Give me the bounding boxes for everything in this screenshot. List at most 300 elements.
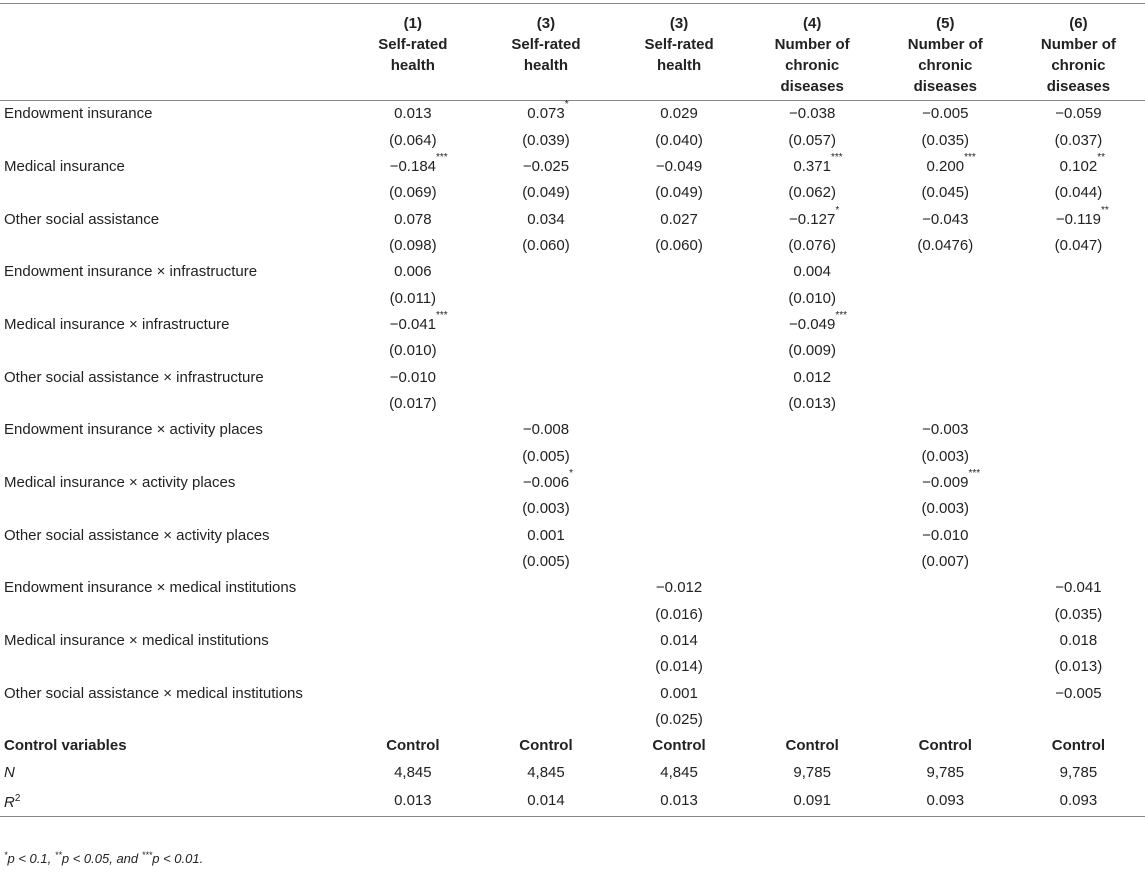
column-number: (4) <box>803 15 822 32</box>
cell-value: (0.011) <box>389 289 437 307</box>
cell-value: (0.016) <box>655 605 703 623</box>
column-title-line: health <box>523 57 569 74</box>
cell-value: (0.069) <box>389 184 437 202</box>
table-cell: 0.093 <box>1012 786 1145 817</box>
cell-value: −0.008 <box>522 421 570 439</box>
table-cell <box>346 575 479 601</box>
table-cell <box>746 233 879 259</box>
cell-value: −0.009 *** <box>922 467 981 491</box>
column-number: (1) <box>403 15 423 32</box>
cell-value: (0.003) <box>921 500 970 518</box>
table-cell <box>346 338 479 364</box>
footnote-stars: *** <box>141 850 153 860</box>
row-label: Endowment insurance <box>4 105 153 123</box>
cell-value: (0.049) <box>522 184 570 202</box>
column-number: (6) <box>1069 15 1088 32</box>
column-title-line: diseases <box>780 78 844 95</box>
table-cell <box>746 391 879 417</box>
standard-error-row <box>0 549 1145 575</box>
cell-value: −0.012 <box>655 579 703 597</box>
cell-value: (0.037) <box>1054 131 1103 149</box>
cell-value: (0.005) <box>522 553 570 571</box>
footnote-text: p < 0.05, and <box>61 851 142 866</box>
row-label <box>0 496 346 522</box>
table-cell: 0.013 <box>613 786 746 817</box>
footnote-text: p < 0.1, <box>7 851 55 866</box>
table-cell <box>879 575 1012 601</box>
cell-value: (0.045) <box>921 184 970 202</box>
table-cell <box>879 523 1012 549</box>
table-cell: 9,785 <box>793 763 831 781</box>
table-cell <box>613 575 746 601</box>
table-cell <box>879 391 1012 417</box>
table-cell <box>1012 391 1145 417</box>
cell-value: (0.098) <box>389 236 437 254</box>
row-label: N <box>4 763 15 781</box>
table-cell: Control <box>519 737 573 755</box>
significance-stars: * <box>835 204 840 216</box>
table-cell <box>346 285 479 311</box>
table-cell <box>479 391 612 417</box>
cell-value: −0.119 ** <box>1055 204 1109 228</box>
row-label: Medical insurance <box>4 157 125 175</box>
table-cell <box>1012 285 1145 311</box>
n-row <box>0 760 1145 786</box>
cell-value: 0.014 <box>660 632 698 650</box>
column-title-line: chronic <box>785 57 840 74</box>
table-cell <box>346 470 479 496</box>
cell-value: 0.371 *** <box>793 151 843 175</box>
table-cell <box>479 312 612 338</box>
column-title-line: chronic <box>918 57 973 74</box>
cell-value: (0.009) <box>788 342 836 360</box>
footnote-text: p < 0.01. <box>152 851 204 866</box>
table-cell <box>746 575 879 601</box>
column-title-line: Number of <box>774 36 850 53</box>
table-cell <box>746 681 879 707</box>
cell-value: (0.0476) <box>917 236 974 254</box>
table-cell <box>346 127 479 153</box>
table-cell <box>613 285 746 311</box>
table-cell <box>1012 602 1145 628</box>
cell-value: (0.049) <box>655 184 703 202</box>
cell-value: (0.064) <box>389 131 437 149</box>
cell-value: (0.025) <box>655 711 703 729</box>
table-cell <box>613 206 746 232</box>
significance-stars: * <box>564 99 569 111</box>
table-cell <box>1012 496 1145 522</box>
table-cell <box>1012 338 1145 364</box>
table-cell <box>746 151 879 180</box>
table-cell <box>746 285 879 311</box>
r2-label-base: R <box>4 793 15 811</box>
coefficient-row <box>0 101 1145 128</box>
table-cell: 0.014 <box>479 786 612 817</box>
table-cell <box>479 628 612 654</box>
cell-value: (0.003) <box>522 500 570 518</box>
table-cell <box>1012 443 1145 469</box>
coefficient-row <box>0 259 1145 285</box>
cell-value: (0.062) <box>788 184 836 202</box>
table-cell: 9,785 <box>1059 763 1098 781</box>
table-header <box>0 4 1145 101</box>
row-label <box>0 338 346 364</box>
column-header-5 <box>879 4 1012 101</box>
row-label <box>0 391 346 417</box>
table-cell <box>879 151 1012 180</box>
table-cell <box>479 681 612 707</box>
row-label: Endowment insurance × infrastructure <box>4 263 258 281</box>
table-cell <box>479 602 612 628</box>
column-number: (3) <box>536 15 556 32</box>
table-cell <box>879 233 1012 259</box>
table-cell <box>1012 180 1145 206</box>
table-cell: Control <box>1051 737 1106 755</box>
table-cell: Control <box>386 737 440 755</box>
cell-value: 0.004 <box>793 263 831 281</box>
table-cell <box>1012 312 1145 338</box>
table-cell <box>746 654 879 680</box>
cell-value: 0.013 <box>394 105 432 123</box>
table-cell <box>613 338 746 364</box>
table-cell <box>1012 364 1145 390</box>
table-cell: 4,845 <box>394 763 432 781</box>
table-cell <box>479 233 612 259</box>
significance-stars: ** <box>1097 151 1105 163</box>
table-cell <box>479 575 612 601</box>
column-title-line: Self-rated <box>644 36 714 53</box>
table-cell: Control <box>652 737 706 755</box>
table-cell <box>746 309 879 338</box>
table-cell <box>613 654 746 680</box>
cell-value: −0.041 *** <box>389 309 448 333</box>
table-cell: Control <box>918 737 972 755</box>
table-cell <box>746 338 879 364</box>
table-cell <box>879 681 1012 707</box>
significance-stars: * <box>569 467 574 479</box>
r2-row <box>0 786 1145 817</box>
table-cell <box>879 312 1012 338</box>
cell-value: −0.038 <box>789 105 836 123</box>
significance-stars: *** <box>436 151 448 163</box>
cell-value: 0.034 <box>527 210 565 228</box>
row-label <box>0 443 346 469</box>
cell-value: −0.006 * <box>522 467 574 491</box>
table-cell <box>1012 654 1145 680</box>
table-cell <box>746 259 879 285</box>
row-label: Medical insurance × medical institutions <box>4 632 269 650</box>
footnote-stars: * <box>4 850 8 860</box>
row-label <box>0 127 346 153</box>
header-corner <box>0 4 346 101</box>
cell-value: −0.184 *** <box>389 151 448 175</box>
cell-value: 0.029 <box>660 105 698 123</box>
table-cell <box>1012 707 1145 733</box>
table-cell <box>613 602 746 628</box>
table-cell <box>1012 523 1145 549</box>
table-cell <box>479 180 612 206</box>
significance-stars: *** <box>964 151 976 163</box>
cell-value: (0.010) <box>389 342 437 360</box>
cell-value: (0.076) <box>788 236 836 254</box>
table-cell <box>613 443 746 469</box>
cell-value: −0.003 <box>922 421 969 439</box>
cell-value: −0.010 <box>922 526 969 544</box>
cell-value: 0.006 <box>394 263 432 281</box>
table-cell: 0.013 <box>346 786 479 817</box>
r2-label-sup: 2 <box>14 792 21 804</box>
table-cell <box>479 654 612 680</box>
table-cell <box>1012 575 1145 601</box>
table-cell <box>613 707 746 733</box>
cell-value: (0.057) <box>788 131 836 149</box>
standard-error-row <box>0 443 1145 469</box>
standard-error-row <box>0 285 1145 311</box>
table-cell <box>1012 681 1145 707</box>
table-body <box>0 101 1145 817</box>
coefficient-row <box>0 206 1145 232</box>
table-cell: 9,785 <box>926 763 965 781</box>
table-cell: 0.093 <box>879 786 1012 817</box>
significance-footnote <box>4 851 203 866</box>
table-cell <box>1012 259 1145 285</box>
cell-value: −0.005 <box>922 105 969 123</box>
row-label <box>0 233 346 259</box>
table-cell <box>746 206 879 232</box>
table-cell <box>479 127 612 153</box>
table-cell <box>879 417 1012 443</box>
row-label: Other social assistance <box>4 210 160 228</box>
table-cell <box>879 443 1012 469</box>
coefficient-row <box>0 681 1145 707</box>
row-label: Medical insurance × infrastructure <box>4 315 230 333</box>
cell-value: 0.027 <box>660 210 698 228</box>
significance-stars: *** <box>830 151 843 163</box>
table-cell: 0.091 <box>746 786 879 817</box>
table-cell <box>346 417 479 443</box>
row-label <box>0 786 346 817</box>
table-cell <box>879 259 1012 285</box>
cell-value: (0.005) <box>522 447 570 465</box>
cell-value: 0.073 * <box>527 99 569 123</box>
table-cell <box>346 206 479 232</box>
table-cell <box>346 391 479 417</box>
cell-value: −0.049 *** <box>789 309 848 333</box>
standard-error-row <box>0 602 1145 628</box>
table-cell <box>746 549 879 575</box>
cell-value: (0.003) <box>921 447 970 465</box>
table-cell <box>613 681 746 707</box>
coefficient-row <box>0 523 1145 549</box>
standard-error-row <box>0 338 1145 364</box>
table-cell <box>479 707 612 733</box>
control <box>0 733 1145 759</box>
table-cell: Control <box>785 737 839 755</box>
row-label <box>0 180 346 206</box>
cell-value: (0.060) <box>522 236 570 254</box>
cell-value: (0.047) <box>1054 236 1103 254</box>
table-cell <box>879 338 1012 364</box>
table-cell <box>879 285 1012 311</box>
table-cell <box>613 154 746 180</box>
coefficient-row <box>0 470 1145 496</box>
table-cell <box>879 707 1012 733</box>
table-cell <box>746 180 879 206</box>
coefficient-row <box>0 417 1145 443</box>
cell-value: −0.025 <box>522 157 570 175</box>
table-cell <box>1012 233 1145 259</box>
cell-value: 0.200 *** <box>926 151 976 175</box>
cell-value: (0.017) <box>389 394 437 412</box>
table-cell <box>879 127 1012 153</box>
table-cell <box>746 470 879 496</box>
table-cell <box>746 602 879 628</box>
table-cell <box>613 127 746 153</box>
cell-value: (0.039) <box>522 131 570 149</box>
column-header-3 <box>613 4 746 101</box>
table-cell <box>613 101 746 128</box>
row-label: Medical insurance × activity places <box>4 473 236 491</box>
row-label <box>0 549 346 575</box>
table-cell <box>346 259 479 285</box>
cell-value: (0.014) <box>655 658 703 676</box>
table-cell <box>879 628 1012 654</box>
table-cell <box>346 654 479 680</box>
column-number: (3) <box>669 15 689 32</box>
table-cell <box>346 523 479 549</box>
table-cell <box>479 417 612 443</box>
table-cell <box>879 496 1012 522</box>
coefficient-row <box>0 575 1145 601</box>
header-row <box>0 4 1145 101</box>
column-header-6 <box>1012 4 1145 101</box>
significance-stars: *** <box>968 467 981 479</box>
row-label: Other social assistance × infrastructure <box>4 368 264 386</box>
table-cell <box>879 467 1012 496</box>
column-title-line: Self-rated <box>378 36 448 53</box>
table-cell <box>746 417 879 443</box>
table-cell <box>879 180 1012 206</box>
cell-value: (0.013) <box>1054 658 1103 676</box>
table-cell <box>746 523 879 549</box>
row-label <box>0 602 346 628</box>
standard-error-row <box>0 127 1145 153</box>
row-label: Endowment insurance × activity places <box>4 421 263 439</box>
table-cell <box>613 233 746 259</box>
table-cell <box>346 681 479 707</box>
regression-table <box>0 3 1145 817</box>
row-label <box>0 707 346 733</box>
table-cell <box>613 312 746 338</box>
table-cell <box>613 470 746 496</box>
row-label: Control variables <box>4 737 127 755</box>
footnote-stars: ** <box>54 850 62 860</box>
table-cell <box>746 101 879 128</box>
cell-value: −0.005 <box>1055 684 1102 702</box>
coefficient-row <box>0 312 1145 338</box>
table-cell <box>479 523 612 549</box>
cell-value: −0.049 <box>655 157 703 175</box>
table-cell <box>346 443 479 469</box>
table-cell <box>1012 628 1145 654</box>
significance-stars: *** <box>835 309 848 321</box>
table-cell <box>879 549 1012 575</box>
table-cell <box>613 523 746 549</box>
table-cell <box>479 154 612 180</box>
column-header-4 <box>746 4 879 101</box>
column-title-line: Number of <box>907 36 983 53</box>
table-cell <box>1012 470 1145 496</box>
significance-stars: ** <box>1101 204 1109 216</box>
table-cell <box>479 496 612 522</box>
column-title-line: diseases <box>913 78 977 95</box>
cell-value: (0.010) <box>788 289 836 307</box>
table-cell <box>613 417 746 443</box>
table-cell <box>346 364 479 390</box>
standard-error-row <box>0 654 1145 680</box>
table-cell <box>746 628 879 654</box>
standard-error-row <box>0 233 1145 259</box>
cell-value: −0.059 <box>1055 105 1102 123</box>
cell-value: −0.043 <box>922 210 969 228</box>
column-title-line: Number of <box>1040 36 1116 53</box>
table-cell <box>613 549 746 575</box>
table-cell <box>346 602 479 628</box>
column-title-line: health <box>390 57 435 74</box>
cell-value: 0.001 <box>660 684 698 702</box>
table-cell <box>479 549 612 575</box>
standard-error-row <box>0 180 1145 206</box>
table-cell <box>613 364 746 390</box>
table-cell <box>1012 127 1145 153</box>
table-cell <box>479 206 612 232</box>
coefficient-row <box>0 154 1145 180</box>
table-cell <box>346 707 479 733</box>
cell-value: (0.013) <box>788 394 836 412</box>
table-cell <box>346 549 479 575</box>
column-title-line: health <box>656 57 702 74</box>
table-cell <box>746 496 879 522</box>
table-cell <box>346 151 479 180</box>
table-cell <box>479 338 612 364</box>
table-cell <box>746 707 879 733</box>
cell-value: −0.127 * <box>789 204 840 228</box>
table-cell <box>879 101 1012 128</box>
row-label: Endowment insurance × medical institutions <box>4 579 297 597</box>
standard-error-row <box>0 496 1145 522</box>
row-label <box>0 654 346 680</box>
table-cell <box>479 101 612 128</box>
table-cell <box>1012 549 1145 575</box>
table-cell <box>879 206 1012 232</box>
table-cell <box>1012 101 1145 128</box>
cell-value: (0.060) <box>655 236 703 254</box>
cell-value: 0.018 <box>1059 632 1098 650</box>
table-cell <box>346 309 479 338</box>
table-cell <box>746 364 879 390</box>
cell-value: 0.012 <box>793 368 831 386</box>
table-cell <box>613 259 746 285</box>
column-title-line: diseases <box>1046 78 1111 95</box>
table-cell <box>479 259 612 285</box>
table-cell: 4,845 <box>527 763 565 781</box>
column-header-1 <box>346 4 479 101</box>
table-cell <box>613 628 746 654</box>
row-label: Other social assistance × activity places <box>4 526 270 544</box>
table-cell <box>613 391 746 417</box>
table-cell <box>479 285 612 311</box>
table-cell <box>613 496 746 522</box>
